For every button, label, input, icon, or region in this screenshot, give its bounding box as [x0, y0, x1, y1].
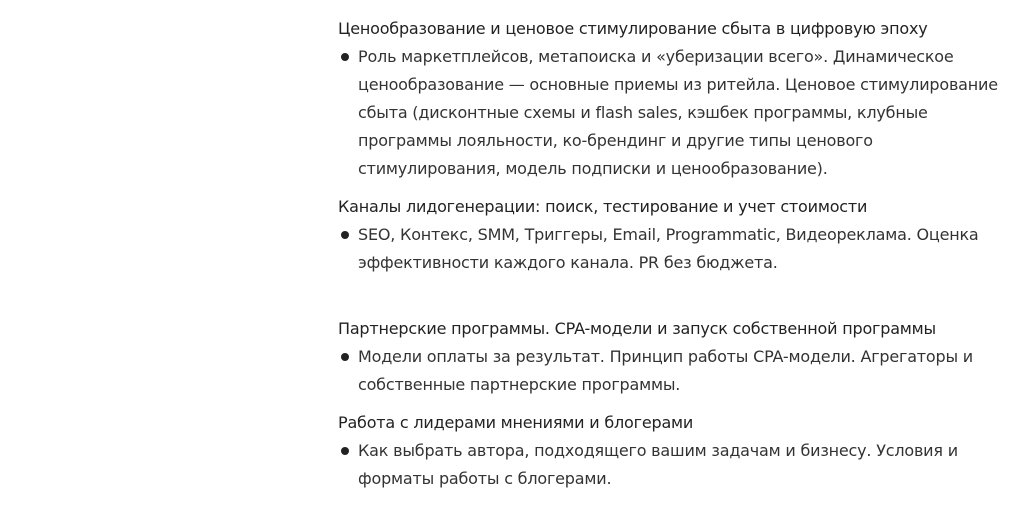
list-item — [338, 343, 998, 399]
bullet-icon — [341, 353, 349, 361]
section-lead-generation — [338, 193, 998, 277]
section-bloggers — [338, 409, 998, 493]
section-partner-programs — [338, 315, 998, 399]
section-title: Работа с лидерами мнениями и блогерами — [338, 413, 694, 432]
list-item — [338, 43, 998, 183]
list-item — [338, 437, 998, 493]
bullet-list — [338, 343, 998, 399]
list-item — [338, 221, 998, 277]
section-title: Каналы лидогенерации: поиск, тестирование и учет стоимости — [338, 197, 868, 216]
course-program — [338, 15, 998, 493]
list-item-text: Как выбрать автора, подходящего вашим задачам и бизнесу. Условия и форматы работы с блогерами. — [358, 441, 958, 488]
bullet-icon — [341, 231, 349, 239]
list-item-text: Модели оплаты за результат. Принцип работы CPA-модели. Агрегаторы и собственные партнерские программы. — [358, 347, 973, 394]
bullet-icon — [341, 447, 349, 455]
bullet-list — [338, 221, 998, 277]
list-item-text: SEO, Контекс, SMM, Триггеры, Email, Programmatic, Видеореклама. Оценка эффективности каждого канала. PR без бюджета. — [358, 225, 979, 272]
section-pricing — [338, 15, 998, 183]
bullet-list — [338, 437, 998, 493]
bullet-list — [338, 43, 998, 183]
section-title: Партнерские программы. CPA-модели и запуск собственной программы — [338, 319, 936, 338]
list-item-text: Роль маркетплейсов, метапоиска и «уберизации всего». Динамическое ценообразование — основные приемы из ритейла. Ценовое стимулирование сбыта (дисконтные схемы и flash sales, кэшбек программы, клубные программы лояльности, ко-брендинг и другие типы ценового стимулирования, модель подписки и ценообразование). — [358, 47, 998, 178]
bullet-icon — [341, 53, 349, 61]
section-title: Ценообразование и ценовое стимулирование сбыта в цифровую эпоху — [338, 19, 928, 38]
